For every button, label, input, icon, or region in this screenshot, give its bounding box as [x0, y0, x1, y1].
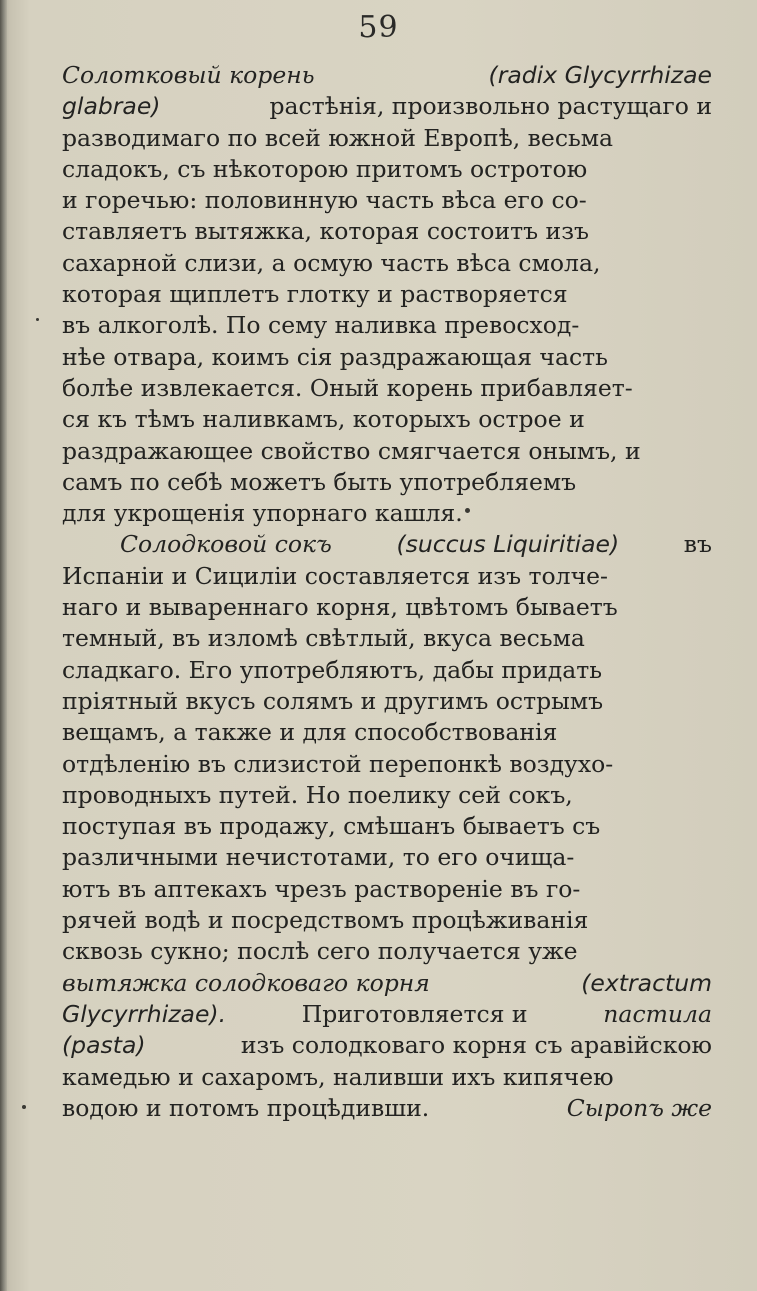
text-line: [62, 811, 712, 842]
latin-name: (radix Glycyrrhizae: [488, 61, 712, 89]
text-run: проводныхъ путей. Но поелику сей сокъ,: [62, 780, 573, 809]
ink-speck: [22, 1105, 26, 1109]
text-run: темный, въ изломѣ свѣтлый, вкуса весьма: [62, 624, 585, 653]
text-line: [62, 91, 712, 122]
text-run: растѣнія, произвольно растущаго и: [269, 92, 712, 121]
text-line: [62, 749, 712, 780]
text-run: болѣе извлекается. Оный корень прибавляет-: [62, 373, 633, 402]
text-run: сладокъ, съ нѣкоторою притомъ остротою: [62, 154, 588, 183]
text-run: вещамъ, а также и для способствованія: [62, 718, 558, 747]
text-run: Испаніи и Сициліи составляется изъ толче-: [62, 561, 608, 590]
text-line: [62, 968, 712, 999]
text-run: камедью и сахаромъ, наливши ихъ кипячею: [62, 1062, 614, 1091]
text-line: [62, 373, 712, 404]
text-run: самъ по себѣ можетъ быть употребляемъ: [62, 467, 577, 496]
term-liquorice-root: Солотковый корень: [62, 61, 315, 89]
text-run: сладкаго. Его употребляютъ, дабы придать: [62, 655, 603, 684]
text-line: [62, 592, 712, 623]
text-run: въ алкоголѣ. По сему наливка превосход-: [62, 311, 580, 340]
text-run: въ: [683, 530, 712, 559]
text-line: [62, 561, 712, 592]
latin-name: Glycyrrhizae).: [62, 999, 227, 1028]
paragraph-liquorice-root: [62, 60, 712, 529]
term-liquorice-extract: вытяжка солодковаго корня: [62, 968, 430, 997]
text-line: [62, 999, 712, 1030]
text-run: для укрощенія упорнаго кашля.: [62, 499, 463, 528]
text-line: [62, 404, 712, 435]
text-run: наго и вывареннаго корня, цвѣтомъ бываетъ: [62, 593, 618, 622]
text-run: различными нечистотами, то его очища-: [62, 843, 575, 872]
text-line: [62, 467, 712, 498]
text-run: раздражающее свойство смягчается онымъ, и: [62, 436, 641, 465]
text-line: [62, 686, 712, 717]
text-run: изъ солодковаго корня съ аравійскою: [240, 1031, 712, 1060]
page-text: [62, 60, 712, 1124]
text-run: рячей водѣ и посредствомъ процѣживанія: [62, 906, 589, 935]
text-line: [62, 498, 712, 529]
text-line: [62, 123, 712, 154]
text-line: [62, 185, 712, 216]
text-run: пріятный вкусъ солямъ и другимъ острымъ: [62, 686, 604, 715]
text-line: [62, 655, 712, 686]
text-line: [62, 279, 712, 310]
text-line: [62, 342, 712, 373]
text-line: [62, 216, 712, 247]
term-liquorice-juice: Солодковой сокъ: [120, 530, 332, 559]
text-line: [62, 529, 712, 560]
text-line: [62, 1093, 712, 1124]
latin-name: glabrae): [62, 92, 161, 121]
text-line: [62, 310, 712, 341]
text-run: ся къ тѣмъ наливкамъ, которыхъ острое и: [62, 405, 585, 434]
text-run: и горечью: половинную часть вѣса его со-: [62, 186, 587, 215]
text-line: [62, 905, 712, 936]
text-line: [62, 1030, 712, 1061]
text-run: разводимаго по всей южной Европѣ, весьма: [62, 123, 614, 152]
latin-name: (pasta): [62, 1031, 146, 1060]
text-line: [62, 780, 712, 811]
text-run: нѣе отвара, коимъ сія раздражающая часть: [62, 342, 608, 371]
text-line: [62, 436, 712, 467]
text-run: ютъ въ аптекахъ чрезъ раствореніе въ го-: [62, 874, 581, 903]
paragraph-liquorice-juice: [62, 529, 712, 1124]
text-run: Приготовляется и: [301, 999, 528, 1028]
text-run: сахарной слизи, а осмую часть вѣса смола,: [62, 248, 601, 277]
text-line: [62, 1062, 712, 1093]
term-pastila: пастила: [603, 999, 712, 1028]
text-line: [62, 842, 712, 873]
ink-speck: [36, 318, 39, 321]
text-line: [62, 60, 712, 91]
text-run: ставляетъ вытяжка, которая состоитъ изъ: [62, 217, 589, 246]
term-syrup: Сыропъ же: [566, 1093, 712, 1122]
ink-speck: [465, 508, 470, 513]
text-line: [62, 874, 712, 905]
latin-name: (succus Liquiritiae): [396, 530, 620, 559]
text-run: водою и потомъ процѣдивши.: [62, 1093, 430, 1122]
page-number: 59: [358, 10, 399, 45]
text-run: сквозь сукно; послѣ сего получается уже: [62, 937, 578, 966]
text-line: [62, 154, 712, 185]
latin-name: (extractum: [581, 968, 712, 997]
text-line: [62, 248, 712, 279]
text-line: [62, 936, 712, 967]
text-run: отдѣленію въ слизистой перепонкѣ воздухо-: [62, 749, 614, 778]
binding-edge: [0, 0, 7, 1291]
text-line: [62, 623, 712, 654]
text-run: поступая въ продажу, смѣшанъ бываетъ съ: [62, 812, 601, 841]
text-run: которая щиплетъ глотку и растворяется: [62, 280, 568, 309]
text-line: [62, 717, 712, 748]
